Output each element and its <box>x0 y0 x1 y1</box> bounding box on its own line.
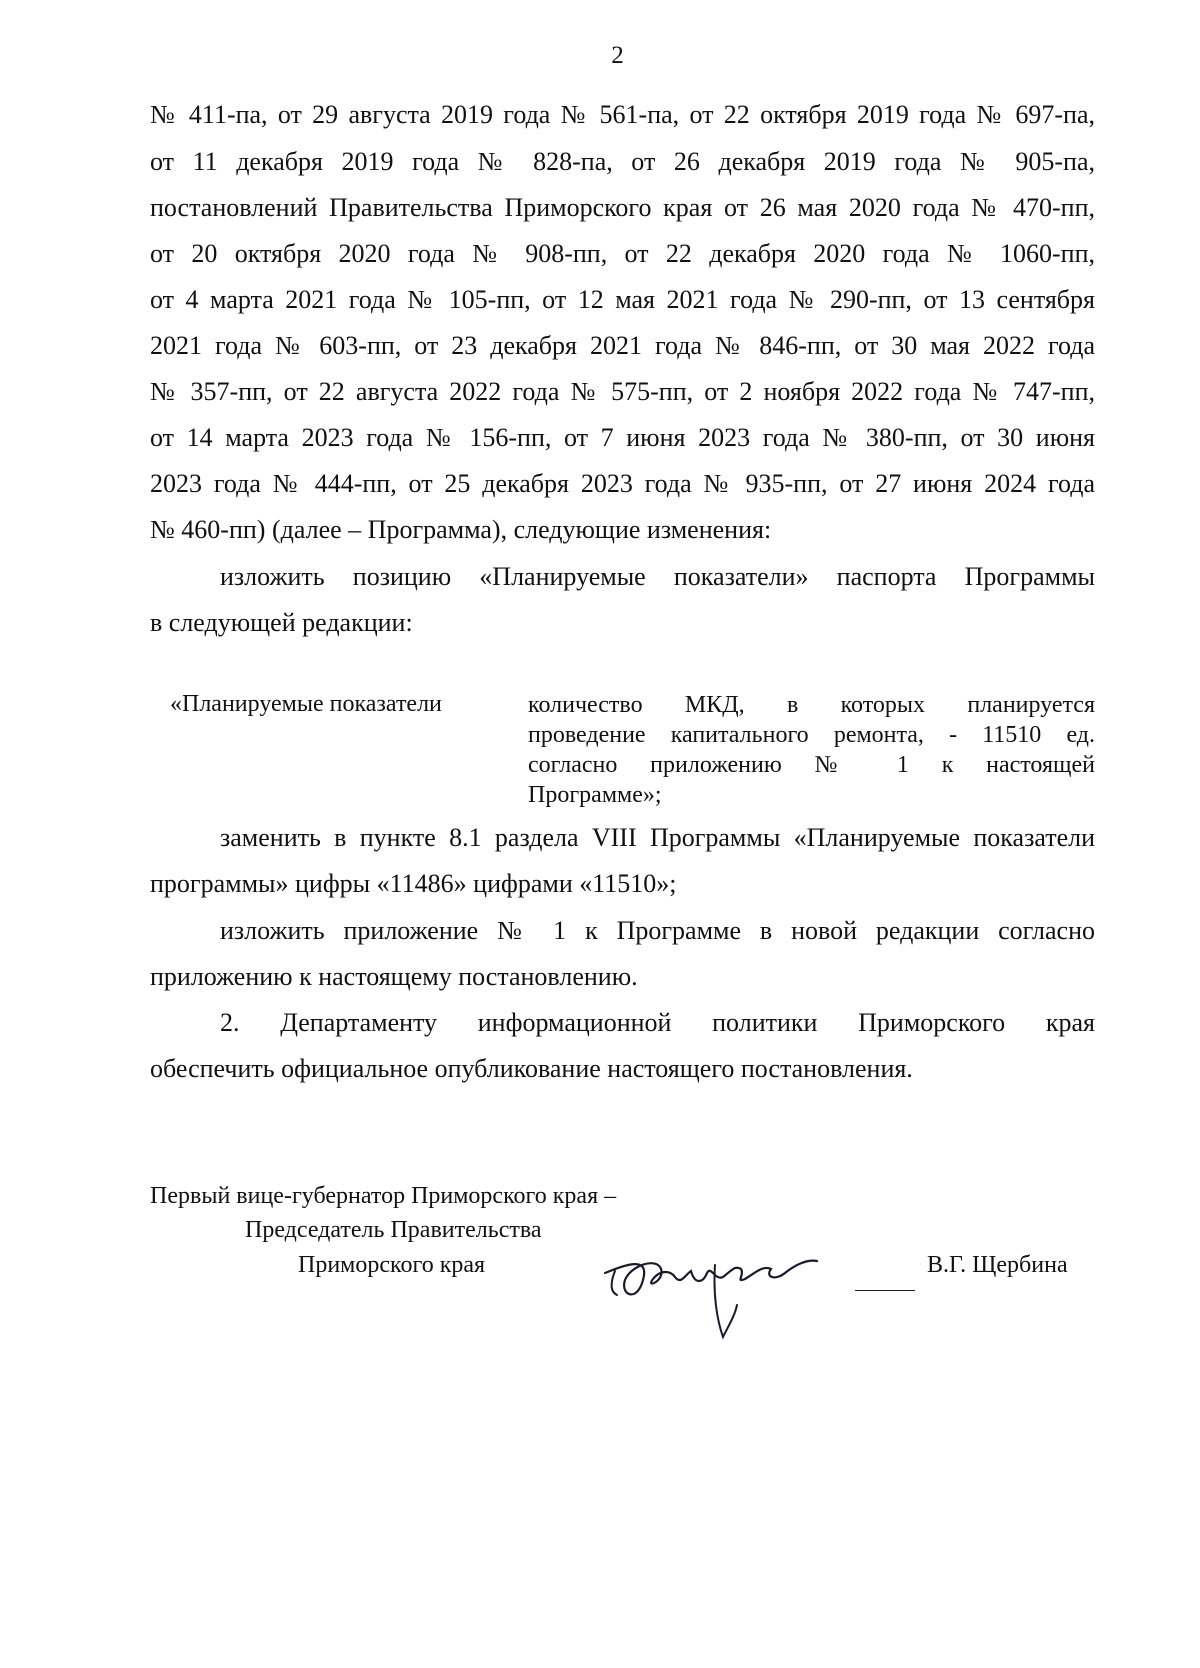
position-value-line: согласно приложению № 1 к настоящей <box>528 752 1095 778</box>
text-line: № 411-па, от 29 августа 2019 года № 561-па, от 22 октября 2019 года № 697-па, <box>150 100 1095 129</box>
signatory-name: В.Г. Щербина <box>927 1252 1068 1278</box>
text-line: изложить позицию «Планируемые показатели» паспорта Программы <box>220 562 1095 591</box>
text-line: от 11 декабря 2019 года № 828-па, от 26 декабря 2019 года № 905-па, <box>150 147 1095 176</box>
position-value-line: Программе»; <box>528 782 662 808</box>
handwritten-signature <box>595 1225 845 1345</box>
signature-underline <box>855 1290 915 1291</box>
text-line: приложению к настоящему постановлению. <box>150 962 638 991</box>
position-value-line: проведение капитального ремонта, - 11510 ед. <box>528 722 1095 748</box>
signatory-title-line3: Приморского края <box>298 1252 486 1278</box>
signatory-title-line1: Первый вице-губернатор Приморского края – <box>150 1183 617 1209</box>
text-line: № 460-пп) (далее – Программа), следующие изменения: <box>150 515 772 544</box>
text-line: 2. Департаменту информационной политики Приморского края <box>220 1008 1095 1037</box>
text-line: от 14 марта 2023 года № 156-пп, от 7 июня 2023 года № 380-пп, от 30 июня <box>150 423 1095 452</box>
text-line: заменить в пункте 8.1 раздела VIII Программы «Планируемые показатели <box>220 823 1095 852</box>
text-line: программы» цифры «11486» цифрами «11510»; <box>150 869 677 898</box>
position-value <box>528 690 1095 810</box>
signatory-title-line2: Председатель Правительства <box>245 1217 542 1243</box>
text-line: 2023 года № 444-пп, от 25 декабря 2023 года № 935-пп, от 27 июня 2024 года <box>150 469 1095 498</box>
text-line: от 4 марта 2021 года № 105-пп, от 12 мая 2021 года № 290-пп, от 13 сентября <box>150 285 1095 314</box>
text-line: в следующей редакции: <box>150 608 413 637</box>
text-line: № 357-пп, от 22 августа 2022 года № 575-пп, от 2 ноября 2022 года № 747-пп, <box>150 377 1095 406</box>
position-label: «Планируемые показатели <box>170 691 442 717</box>
page-number: 2 <box>611 42 624 69</box>
text-line: постановлений Правительства Приморского края от 26 мая 2020 года № 470-пп, <box>150 193 1095 222</box>
position-value-line: количество МКД, в которых планируется <box>528 692 1095 718</box>
text-line: изложить приложение № 1 к Программе в новой редакции согласно <box>220 916 1095 945</box>
text-line: 2021 года № 603-пп, от 23 декабря 2021 года № 846-пп, от 30 мая 2022 года <box>150 331 1095 360</box>
text-line: обеспечить официальное опубликование настоящего постановления. <box>150 1054 913 1083</box>
text-line: от 20 октября 2020 года № 908-пп, от 22 декабря 2020 года № 1060-пп, <box>150 239 1095 268</box>
